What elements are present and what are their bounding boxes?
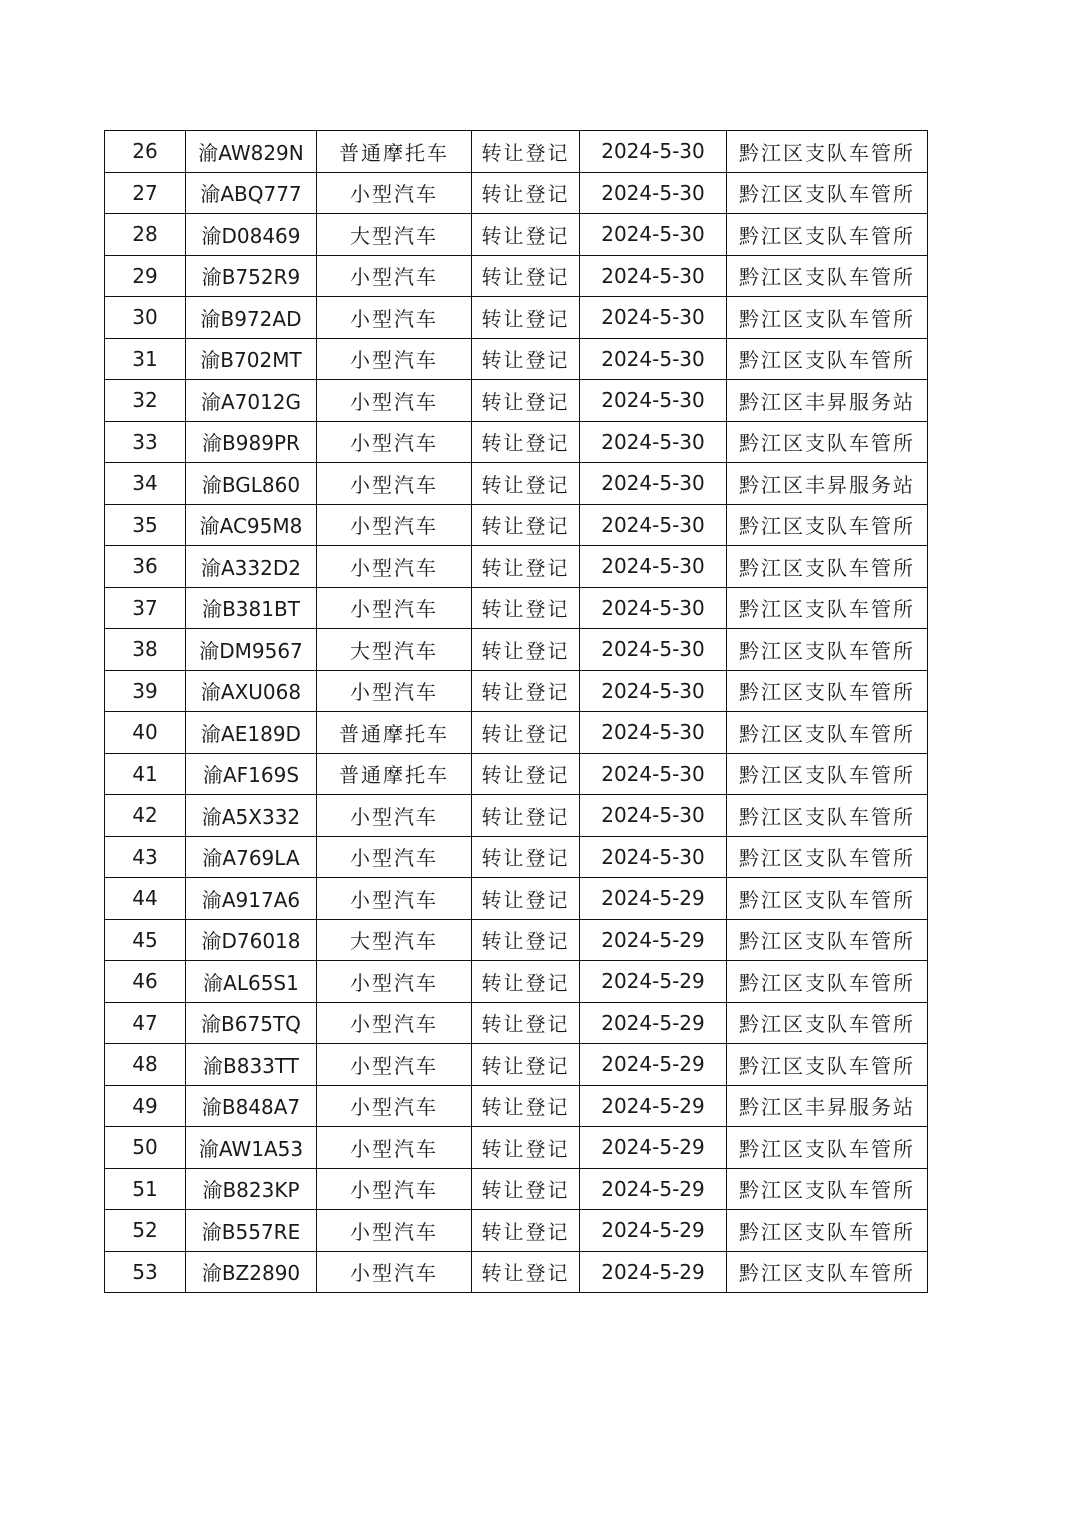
business-type-cell: 转让登记 — [472, 546, 580, 588]
table-row — [105, 629, 928, 671]
row-number-cell: 38 — [105, 629, 186, 671]
row-number-cell: 39 — [105, 670, 186, 712]
row-number-cell: 42 — [105, 795, 186, 837]
vehicle-type-cell: 小型汽车 — [317, 961, 472, 1003]
plate-number-cell: 渝A5X332 — [186, 795, 317, 837]
date-cell: 2024-5-30 — [580, 421, 727, 463]
plate-number-cell: 渝A917A6 — [186, 878, 317, 920]
plate-number-cell: 渝AE189D — [186, 712, 317, 754]
date-cell: 2024-5-30 — [580, 338, 727, 380]
table-row — [105, 463, 928, 505]
office-cell: 黔江区支队车管所 — [727, 172, 928, 214]
office-cell: 黔江区丰昇服务站 — [727, 1085, 928, 1127]
plate-number-cell: 渝BZ2890 — [186, 1251, 317, 1293]
table-row — [105, 1044, 928, 1086]
office-cell: 黔江区支队车管所 — [727, 255, 928, 297]
plate-number-cell: 渝A7012G — [186, 380, 317, 422]
business-type-cell: 转让登记 — [472, 670, 580, 712]
plate-number-cell: 渝B752R9 — [186, 255, 317, 297]
date-cell: 2024-5-30 — [580, 836, 727, 878]
row-number-cell: 37 — [105, 587, 186, 629]
registration-table — [104, 130, 928, 1293]
business-type-cell: 转让登记 — [472, 1085, 580, 1127]
business-type-cell: 转让登记 — [472, 1127, 580, 1169]
date-cell: 2024-5-30 — [580, 504, 727, 546]
plate-number-cell: 渝B381BT — [186, 587, 317, 629]
table-row — [105, 1251, 928, 1293]
vehicle-type-cell: 小型汽车 — [317, 1168, 472, 1210]
table-row — [105, 795, 928, 837]
plate-number-cell: 渝D08469 — [186, 214, 317, 256]
table-row — [105, 338, 928, 380]
vehicle-type-cell: 小型汽车 — [317, 380, 472, 422]
row-number-cell: 53 — [105, 1251, 186, 1293]
office-cell: 黔江区支队车管所 — [727, 753, 928, 795]
vehicle-type-cell: 小型汽车 — [317, 1044, 472, 1086]
table-row — [105, 421, 928, 463]
business-type-cell: 转让登记 — [472, 255, 580, 297]
date-cell: 2024-5-29 — [580, 1168, 727, 1210]
table-row — [105, 504, 928, 546]
date-cell: 2024-5-29 — [580, 1127, 727, 1169]
plate-number-cell: 渝AXU068 — [186, 670, 317, 712]
plate-number-cell: 渝B848A7 — [186, 1085, 317, 1127]
date-cell: 2024-5-30 — [580, 463, 727, 505]
plate-number-cell: 渝DM9567 — [186, 629, 317, 671]
table-row — [105, 214, 928, 256]
row-number-cell: 36 — [105, 546, 186, 588]
row-number-cell: 33 — [105, 421, 186, 463]
date-cell: 2024-5-29 — [580, 961, 727, 1003]
table-row — [105, 670, 928, 712]
date-cell: 2024-5-30 — [580, 380, 727, 422]
office-cell: 黔江区支队车管所 — [727, 670, 928, 712]
plate-number-cell: 渝AW1A53 — [186, 1127, 317, 1169]
date-cell: 2024-5-29 — [580, 1251, 727, 1293]
table-row — [105, 1210, 928, 1252]
vehicle-type-cell: 小型汽车 — [317, 1210, 472, 1252]
business-type-cell: 转让登记 — [472, 131, 580, 173]
table-row — [105, 255, 928, 297]
table-row — [105, 878, 928, 920]
business-type-cell: 转让登记 — [472, 878, 580, 920]
vehicle-type-cell: 小型汽车 — [317, 670, 472, 712]
office-cell: 黔江区支队车管所 — [727, 546, 928, 588]
office-cell: 黔江区支队车管所 — [727, 587, 928, 629]
vehicle-type-cell: 小型汽车 — [317, 297, 472, 339]
vehicle-type-cell: 小型汽车 — [317, 546, 472, 588]
row-number-cell: 47 — [105, 1002, 186, 1044]
office-cell: 黔江区支队车管所 — [727, 1127, 928, 1169]
row-number-cell: 45 — [105, 919, 186, 961]
row-number-cell: 31 — [105, 338, 186, 380]
table-body — [105, 131, 928, 1293]
office-cell: 黔江区支队车管所 — [727, 504, 928, 546]
date-cell: 2024-5-30 — [580, 546, 727, 588]
date-cell: 2024-5-30 — [580, 629, 727, 671]
table-row — [105, 131, 928, 173]
office-cell: 黔江区支队车管所 — [727, 878, 928, 920]
table-row — [105, 1002, 928, 1044]
business-type-cell: 转让登记 — [472, 795, 580, 837]
plate-number-cell: 渝ABQ777 — [186, 172, 317, 214]
office-cell: 黔江区支队车管所 — [727, 1210, 928, 1252]
plate-number-cell: 渝B823KP — [186, 1168, 317, 1210]
table-row — [105, 546, 928, 588]
business-type-cell: 转让登记 — [472, 836, 580, 878]
table-row — [105, 712, 928, 754]
row-number-cell: 40 — [105, 712, 186, 754]
office-cell: 黔江区支队车管所 — [727, 1168, 928, 1210]
vehicle-type-cell: 大型汽车 — [317, 919, 472, 961]
plate-number-cell: 渝A332D2 — [186, 546, 317, 588]
vehicle-type-cell: 小型汽车 — [317, 587, 472, 629]
date-cell: 2024-5-30 — [580, 795, 727, 837]
vehicle-type-cell: 普通摩托车 — [317, 712, 472, 754]
row-number-cell: 30 — [105, 297, 186, 339]
office-cell: 黔江区支队车管所 — [727, 1002, 928, 1044]
plate-number-cell: 渝B702MT — [186, 338, 317, 380]
business-type-cell: 转让登记 — [472, 712, 580, 754]
vehicle-type-cell: 小型汽车 — [317, 463, 472, 505]
plate-number-cell: 渝AL65S1 — [186, 961, 317, 1003]
date-cell: 2024-5-29 — [580, 1085, 727, 1127]
row-number-cell: 43 — [105, 836, 186, 878]
vehicle-type-cell: 小型汽车 — [317, 795, 472, 837]
business-type-cell: 转让登记 — [472, 214, 580, 256]
table-row — [105, 961, 928, 1003]
plate-number-cell: 渝B972AD — [186, 297, 317, 339]
office-cell: 黔江区支队车管所 — [727, 795, 928, 837]
table-row — [105, 297, 928, 339]
plate-number-cell: 渝B989PR — [186, 421, 317, 463]
vehicle-type-cell: 小型汽车 — [317, 172, 472, 214]
business-type-cell: 转让登记 — [472, 919, 580, 961]
business-type-cell: 转让登记 — [472, 587, 580, 629]
row-number-cell: 46 — [105, 961, 186, 1003]
plate-number-cell: 渝B833TT — [186, 1044, 317, 1086]
office-cell: 黔江区支队车管所 — [727, 421, 928, 463]
row-number-cell: 27 — [105, 172, 186, 214]
office-cell: 黔江区丰昇服务站 — [727, 380, 928, 422]
date-cell: 2024-5-30 — [580, 172, 727, 214]
business-type-cell: 转让登记 — [472, 172, 580, 214]
date-cell: 2024-5-30 — [580, 712, 727, 754]
business-type-cell: 转让登记 — [472, 1210, 580, 1252]
date-cell: 2024-5-29 — [580, 878, 727, 920]
business-type-cell: 转让登记 — [472, 753, 580, 795]
office-cell: 黔江区支队车管所 — [727, 629, 928, 671]
office-cell: 黔江区支队车管所 — [727, 297, 928, 339]
vehicle-type-cell: 普通摩托车 — [317, 753, 472, 795]
plate-number-cell: 渝BGL860 — [186, 463, 317, 505]
office-cell: 黔江区支队车管所 — [727, 961, 928, 1003]
plate-number-cell: 渝D76018 — [186, 919, 317, 961]
table-row — [105, 172, 928, 214]
date-cell: 2024-5-29 — [580, 1210, 727, 1252]
business-type-cell: 转让登记 — [472, 463, 580, 505]
plate-number-cell: 渝AC95M8 — [186, 504, 317, 546]
office-cell: 黔江区丰昇服务站 — [727, 463, 928, 505]
office-cell: 黔江区支队车管所 — [727, 712, 928, 754]
vehicle-type-cell: 小型汽车 — [317, 1127, 472, 1169]
table-row — [105, 836, 928, 878]
business-type-cell: 转让登记 — [472, 961, 580, 1003]
office-cell: 黔江区支队车管所 — [727, 836, 928, 878]
vehicle-type-cell: 小型汽车 — [317, 1251, 472, 1293]
plate-number-cell: 渝B675TQ — [186, 1002, 317, 1044]
row-number-cell: 49 — [105, 1085, 186, 1127]
date-cell: 2024-5-30 — [580, 214, 727, 256]
plate-number-cell: 渝B557RE — [186, 1210, 317, 1252]
office-cell: 黔江区支队车管所 — [727, 131, 928, 173]
business-type-cell: 转让登记 — [472, 1002, 580, 1044]
business-type-cell: 转让登记 — [472, 504, 580, 546]
office-cell: 黔江区支队车管所 — [727, 338, 928, 380]
table-row — [105, 1127, 928, 1169]
date-cell: 2024-5-29 — [580, 1044, 727, 1086]
table-row — [105, 1168, 928, 1210]
business-type-cell: 转让登记 — [472, 380, 580, 422]
table-row — [105, 1085, 928, 1127]
date-cell: 2024-5-30 — [580, 587, 727, 629]
table-row — [105, 380, 928, 422]
row-number-cell: 41 — [105, 753, 186, 795]
plate-number-cell: 渝AW829N — [186, 131, 317, 173]
office-cell: 黔江区支队车管所 — [727, 1251, 928, 1293]
row-number-cell: 44 — [105, 878, 186, 920]
plate-number-cell: 渝A769LA — [186, 836, 317, 878]
business-type-cell: 转让登记 — [472, 338, 580, 380]
business-type-cell: 转让登记 — [472, 1168, 580, 1210]
date-cell: 2024-5-30 — [580, 131, 727, 173]
row-number-cell: 28 — [105, 214, 186, 256]
business-type-cell: 转让登记 — [472, 1044, 580, 1086]
table-row — [105, 919, 928, 961]
office-cell: 黔江区支队车管所 — [727, 1044, 928, 1086]
date-cell: 2024-5-29 — [580, 1002, 727, 1044]
plate-number-cell: 渝AF169S — [186, 753, 317, 795]
business-type-cell: 转让登记 — [472, 297, 580, 339]
vehicle-type-cell: 小型汽车 — [317, 338, 472, 380]
vehicle-type-cell: 小型汽车 — [317, 836, 472, 878]
date-cell: 2024-5-29 — [580, 919, 727, 961]
vehicle-type-cell: 小型汽车 — [317, 878, 472, 920]
vehicle-type-cell: 小型汽车 — [317, 1002, 472, 1044]
row-number-cell: 51 — [105, 1168, 186, 1210]
business-type-cell: 转让登记 — [472, 421, 580, 463]
business-type-cell: 转让登记 — [472, 1251, 580, 1293]
row-number-cell: 32 — [105, 380, 186, 422]
row-number-cell: 34 — [105, 463, 186, 505]
date-cell: 2024-5-30 — [580, 297, 727, 339]
table-row — [105, 753, 928, 795]
vehicle-type-cell: 大型汽车 — [317, 214, 472, 256]
vehicle-type-cell: 小型汽车 — [317, 421, 472, 463]
table-row — [105, 587, 928, 629]
row-number-cell: 50 — [105, 1127, 186, 1169]
business-type-cell: 转让登记 — [472, 629, 580, 671]
row-number-cell: 26 — [105, 131, 186, 173]
date-cell: 2024-5-30 — [580, 255, 727, 297]
row-number-cell: 48 — [105, 1044, 186, 1086]
vehicle-type-cell: 小型汽车 — [317, 1085, 472, 1127]
row-number-cell: 29 — [105, 255, 186, 297]
office-cell: 黔江区支队车管所 — [727, 214, 928, 256]
office-cell: 黔江区支队车管所 — [727, 919, 928, 961]
date-cell: 2024-5-30 — [580, 670, 727, 712]
vehicle-type-cell: 普通摩托车 — [317, 131, 472, 173]
vehicle-type-cell: 大型汽车 — [317, 629, 472, 671]
vehicle-type-cell: 小型汽车 — [317, 255, 472, 297]
row-number-cell: 52 — [105, 1210, 186, 1252]
date-cell: 2024-5-30 — [580, 753, 727, 795]
row-number-cell: 35 — [105, 504, 186, 546]
vehicle-type-cell: 小型汽车 — [317, 504, 472, 546]
